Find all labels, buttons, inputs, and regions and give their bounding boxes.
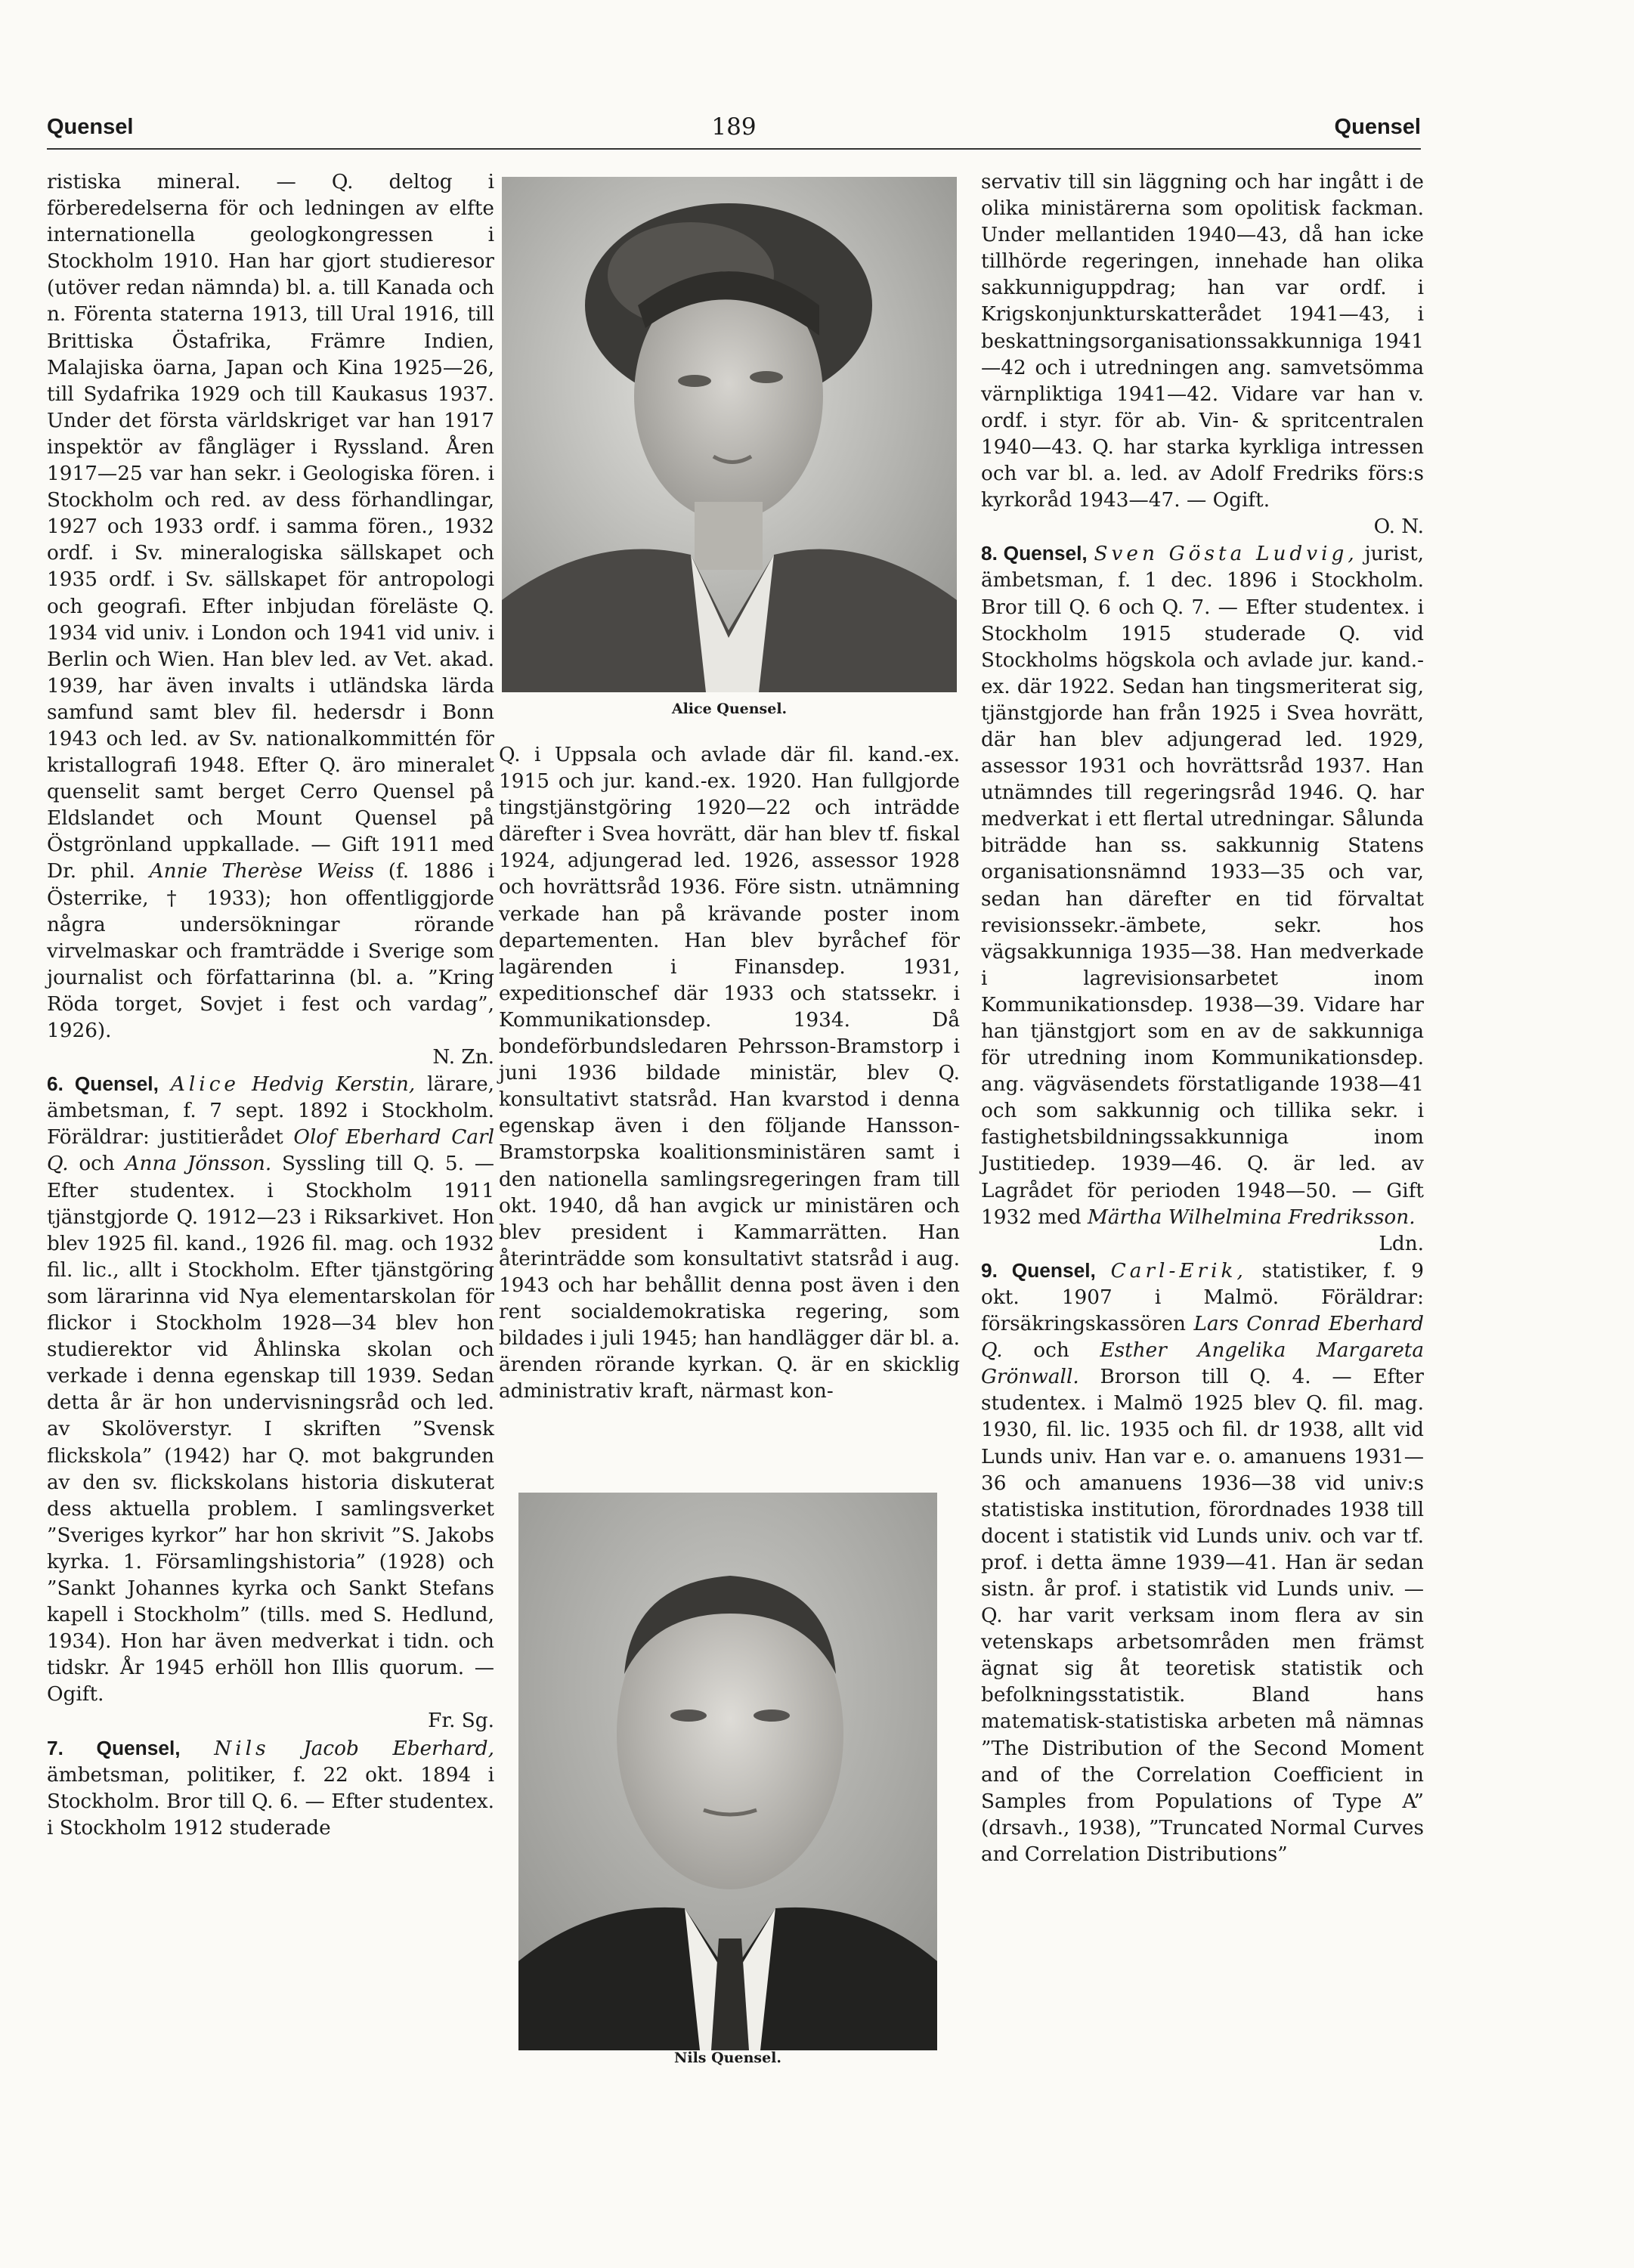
page-number: 189 xyxy=(711,113,757,141)
entry-given-name: Nils xyxy=(214,1737,270,1760)
paragraph-nils-quensel-end: ristiska mineral. — Q. deltog i förberedelserna för och ledningen av elfte internationella geologkongressen i Stockholm 1910. Han har gjort studieresor (utöver redan nämnda) bl. a. till Kanada och n. Förenta staterna 1913, till Ural 1916, till Brittiska Östafrika, Främre Indien, Malajiska öarna, Japan och Kina 1925—26, till Sydafrika 1929 och till Kaukasus 1937. Under det första världskriget var han 1917 inspektör av fångläger i Ryssland. Åren 1917—25 var han sekr. i Geologiska fören. i Stockholm och red. av dess förhandlingar, 1927 och 1933 ordf. i samma fören., 1932 ordf. i Sv. mineralogiska sällskapet och 1935 ordf. i Sv. sällskapet för antropologi och geografi. Efter inbjudan föreläste Q. 1934 vid univ. i London och 1941 vid univ. i Berlin och Wien. Han blev led. av Vet. akad. 1939, har även invalts i utländska lärda samfund samt blev fil. hedersdr i Bonn 1943 och led. av Sv. nationalkommittén för kristallografi 1948. Efter Q. äro mineralet quenselit samt berget Cerro Quensel på Eldslandet och Mount Quensel på Östgrönland uppkallade. — Gift 1911 med Dr. phil. Annie Therèse Weiss (f. 1886 i Österrike, † 1933); hon offentliggjorde några undersökningar rörande virvelmaskar och framträdde i Sverige som journalist och författarinna (bl. a. ”Kring Röda torget, Sovjet i fest och vardag”, 1926). N. Zn. xyxy=(47,169,494,1071)
portrait-photo-nils xyxy=(518,1493,937,2050)
spouse-name: Märtha Wilhelmina Fredriksson. xyxy=(1087,1205,1416,1229)
text-column-right xyxy=(981,169,1424,1868)
entry-heading: 9. Quensel, xyxy=(981,1258,1096,1282)
photo-caption-alice: Alice Quensel. xyxy=(671,701,788,717)
entry-heading: 8. Quensel, xyxy=(981,542,1088,565)
entry-given-name: Sven Gösta Ludvig, xyxy=(1094,543,1358,566)
author-signature: O. N. xyxy=(1373,515,1424,539)
paragraph-nils-politics: servativ till sin läggning och har ingått i de olika ministärerna som opolitisk fackman. Under mellantiden 1940—43, då han icke tillhörde regeringen, innehade han olika sakkunniguppdrag; han var ordf. i Krigskonjunkturskatterådet 1941—43, i beskattningsorganisationssakkunniga 1941—42 och i utredningen ang. samvetsömma värnpliktiga 1941—42. Vidare var han v. ordf. i styr. för ab. Vin- & spritcentralen 1940—43. Q. har starka kyrkliga intressen och var bl. a. led. av Adolf Fredriks förs:s kyrkoråd 1943—47. — Ogift. O. N. xyxy=(981,169,1424,540)
entry-9-carl-erik: 9. Quensel, Carl-Erik, statistiker, f. 9 okt. 1907 i Malmö. Föräldrar: försäkringskassören Lars Conrad Eberhard Q. och Esther Angelika Margareta Grönwall. Brorson till Q. 4. — Efter studentex. i Malmö 1925 blev Q. fil. mag. 1930, fil. lic. 1935 och fil. dr 1938, allt vid Lunds univ. Han var e. o. amanuens 1931—36 och amanuens 1936—38 vid univ:s statistiska institution, förordnades 1938 till docent i statistik vid Lunds univ. och var tf. prof. i detta ämne 1939—41. Han är sedan sistn. år prof. i statistik vid Lunds univ. — Q. har varit verksam inom flera av sin vetenskaps arbetsområden men främst ägnat sig åt teoretisk statistik och befolkningsstatistik. Bland hans matematisk-statistiska arbeten må nämnas ”The Distribution of the Second Moment and of the Correlation Coefficient in Samples from Populations of Type A” (drsavh., 1938), ”Truncated Normal Curves and Correlation Distributions” xyxy=(981,1258,1425,1866)
entry-heading: 7. Quensel, xyxy=(47,1736,181,1759)
spouse-name: Annie Therèse Weiss xyxy=(149,860,374,883)
text-column-left xyxy=(47,169,494,1842)
author-signature: N. Zn. xyxy=(432,1046,494,1069)
entry-heading: 6. Quensel, xyxy=(47,1072,159,1096)
portrait-image xyxy=(518,1493,937,2050)
portrait-image xyxy=(502,177,957,692)
header-right-name: Quensel xyxy=(1334,114,1421,139)
author-signature: Fr. Sg. xyxy=(428,1710,494,1733)
portrait-photo-alice xyxy=(502,177,957,692)
header-left-name: Quensel xyxy=(47,114,134,139)
paragraph-nils-career: Q. i Uppsala och avlade där fil. kand.-ex. 1915 och jur. kand.-ex. 1920. Han fullgjorde tingstjänstgöring 1920—22 och inträdde därefter i Svea hovrätt, där han blev tf. fiskal 1924, adjungerad led. 1926, assessor 1928 och hovrättsråd 1936. Före sistn. utnämning verkade han på krävande poster inom departementen. Han blev byråchef för lagärenden i Finansdep. 1931, expeditionschef där 1933 och statssekr. i Kommunikationsdep. 1934. Då bondeförbundsledaren Pehrsson-Bramstorp i juni 1936 bildade ministär, blev Q. konsultativt statsråd. Han kvarstod i denna egenskap även i den följande Hansson-Bramstorpska koalitionsministären samt i den nationella samlingsregeringen fram till okt. 1940, då han avgick ur ministären och blev president i Kammarrätten. Han återinträdde som konsultativt statsråd i aug. 1943 och har behållit denna post även i den rent socialdemokratiska regering, som bildades i juli 1945; han handlägger där bl. a. ärenden rörande kyrkan. Q. är en skicklig administrativ kraft, närmast kon- xyxy=(499,744,960,1403)
text-column-middle xyxy=(499,742,960,1405)
entry-6-alice: 6. Quensel, Alice Hedvig Kerstin, lärare, ämbetsman, f. 7 sept. 1892 i Stockholm. Föräldrar: justitierådet Olof Eberhard Carl Q. och Anna Jönsson. Syssling till Q. 5. — Efter studentex. i Stockholm 1911 tjänstgjorde Q. 1912—23 i Riksarkivet. Hon blev 1925 fil. kand., 1926 fil. mag. och 1932 fil. lic., allt i Stockholm. Efter tjänstgöring som lärarinna vid Nya elementarskolan för flickor i Stockholm 1928—34 blev hon studierektor vid Åhlinska skolan och verkade i denna egenskap till 1939. Sedan detta år är hon undervisningsråd och led. av Skolöverstyr. I skriften ”Svensk flickskola” (1942) har Q. mot bakgrunden av den sv. flickskolans historia diskuterat dess aktuella problem. I samlingsverket ”Sveriges kyrkor” har hon skrivit ”S. Jakobs kyrka. 1. Församlingshistoria” (1928) och ”Sankt Johannes kyrka och Sankt Stefans kapell i Stockholm” (tills. med S. Hedlund, 1934). Hon har även medverkat i tidn. och tidskr. År 1945 erhöll hon Illis quorum. — Ogift. Fr. Sg. xyxy=(47,1071,494,1734)
entry-7-nils: 7. Quensel, Nils Jacob Eberhard, ämbetsman, politiker, f. 22 okt. 1894 i Stockholm. Bror till Q. 6. — Efter studentex. i Stockholm 1912 studerade xyxy=(47,1736,494,1839)
running-header xyxy=(47,106,1421,150)
entry-given-name: Alice xyxy=(170,1073,240,1097)
author-signature: Ldn. xyxy=(1379,1232,1424,1255)
entry-8-sven: 8. Quensel, Sven Gösta Ludvig, jurist, ämbetsman, f. 1 dec. 1896 i Stockholm. Bror till Q. 6 och Q. 7. — Efter studentex. i Stockholm 1915 studerade Q. vid Stockholms högskola och avlade jur. kand.-ex. där 1922. Sedan han tingsmeriterat sig, tjänstgjorde han från 1925 i Svea hovrätt, där han blev adjungerad led. 1929, assessor 1931 och hovrättsråd 1937. Han utnämndes till regeringsråd 1946. Q. har medverkat i ett flertal utredningar. Sålunda biträdde han ss. sakkunnig Statens organisationsnämnd 1933—35 och var, sedan han därefter en tid förvaltat revisionssekr.-ämbete, sekr. hos vägsakkunniga 1935—38. Han medverkade i lagrevisionsarbetet inom Kommunikationsdep. 1938—39. Vidare har han tjänstgjort som en av de sakkunniga för utredning inom Kommunikationsdep. ang. vägväsendets förstatligande 1938—41 och som sakkunnig och tillika sekr. i fastighetsbildningssakkunniga inom Justitiedep. 1939—46. Q. är led. av Lagrådet för perioden 1948—50. — Gift 1932 med Märtha Wilhelmina Fredriksson. Ldn. xyxy=(981,540,1424,1258)
photo-caption-nils: Nils Quensel. xyxy=(674,2050,781,2066)
entry-given-name: Carl-Erik, xyxy=(1110,1259,1247,1283)
